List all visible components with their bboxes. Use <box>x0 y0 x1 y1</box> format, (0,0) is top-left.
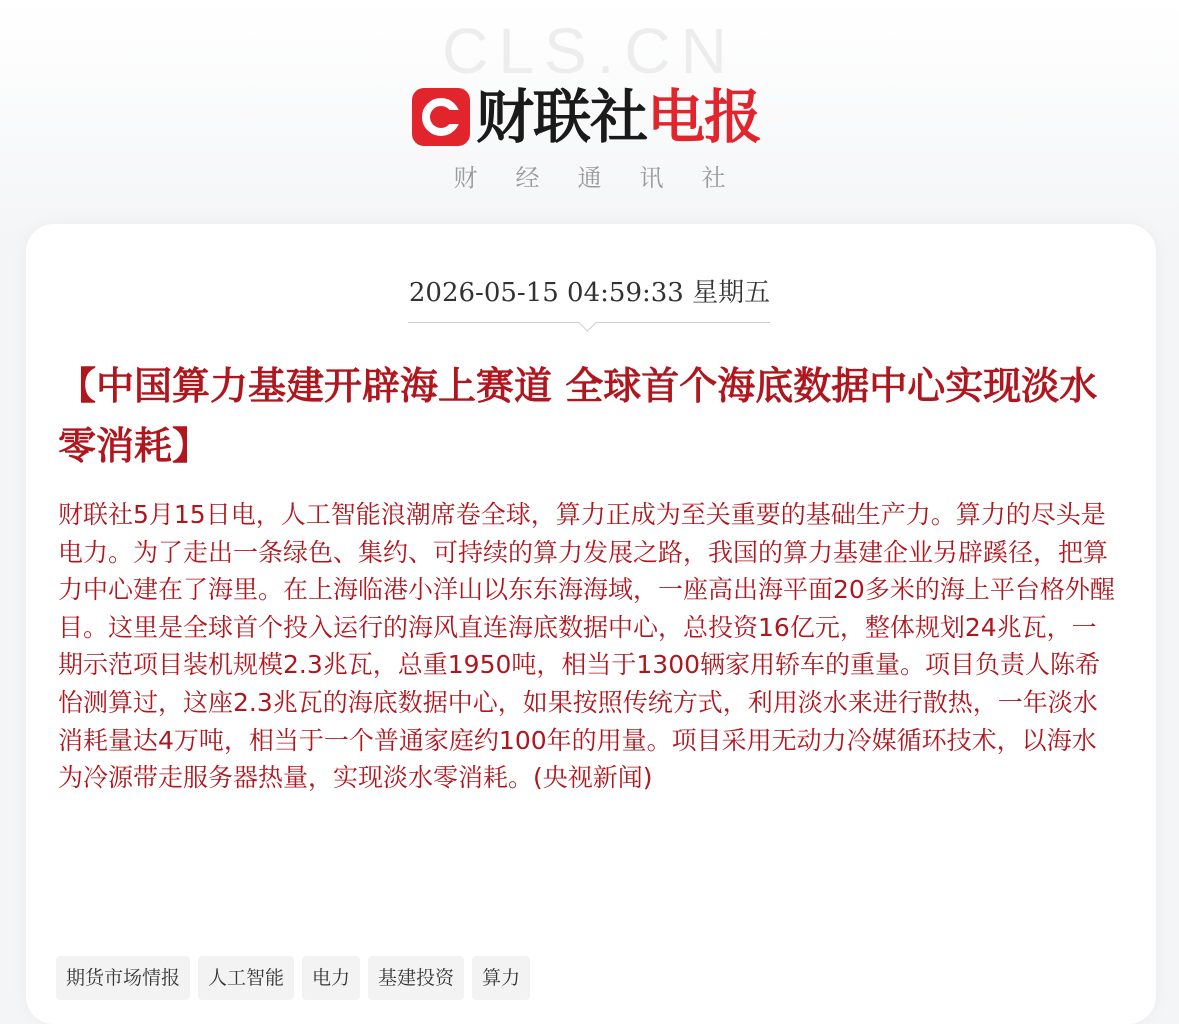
tag-chip[interactable]: 算力 <box>472 956 530 1000</box>
header-watermark: CLS.CN <box>442 15 737 87</box>
article-body: 财联社5月15日电，人工智能浪潮席卷全球，算力正成为至关重要的基础生产力。算力的尽头是电力。为了走出一条绿色、集约、可持续的算力发展之路，我国的算力基建企业另辟蹊径，把算力中心建在了海里。在上海临港小洋山以东东海海域，一座高出海平面20多米的海上平台格外醒目。这里是全球首个投入运行的海风直连海底数据中心，总投资16亿元，整体规划24兆瓦，一期示范项目装机规模2.3兆瓦，总重1950吨，相当于1300辆家用轿车的重量。项目负责人陈希怡测算过，这座2.3兆瓦的海底数据中心，如果按照传统方式，利用淡水来进行散热，一年淡水消耗量达4万吨，相当于一个普通家庭约100年的用量。项目采用无动力冷媒循环技术，以海水为冷源带走服务器热量，实现淡水零消耗。(央视新闻) <box>58 500 1115 793</box>
tag-list <box>56 956 538 1000</box>
brand-tagline: 财经通讯社 <box>453 164 764 192</box>
tag-chip[interactable]: 期货市场情报 <box>56 956 190 1000</box>
article-headline: 【中国算力基建开辟海上赛道 全球首个海底数据中心实现淡水零消耗】 <box>58 363 1098 468</box>
tag-chip[interactable]: 人工智能 <box>198 956 294 1000</box>
cls-c-logo-icon <box>412 88 470 146</box>
brand-name-black: 财联社 <box>476 83 648 151</box>
brand-name <box>476 84 761 150</box>
tag-chip[interactable]: 电力 <box>302 956 360 1000</box>
article-datetime: 2026-05-15 04:59:33 星期五 <box>408 278 771 308</box>
brand-logo <box>412 84 761 150</box>
tag-chip[interactable]: 基建投资 <box>368 956 464 1000</box>
brand-name-red: 电报 <box>647 83 762 151</box>
